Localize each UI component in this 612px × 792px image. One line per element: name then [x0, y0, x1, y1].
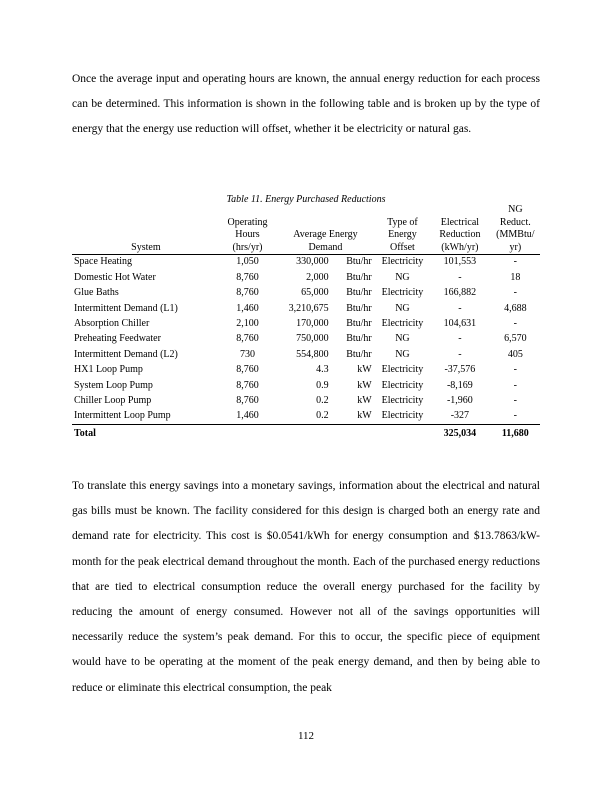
- cell-energy-type: Electricity: [381, 287, 424, 299]
- table-row: [72, 347, 540, 362]
- cell-unit: Btu/hr: [346, 318, 372, 329]
- cell-hours: 8,760: [236, 333, 259, 345]
- cell-unit: Btu/hr: [346, 333, 372, 345]
- total-blank: [376, 425, 429, 444]
- intro-paragraph: Once the average input and operating hours are known, the annual energy reduction for each process can be determined. This information is shown in the following table and is broken up by the type of energy that the energy use reduction will offset, whether it be electricity or natural gas.: [72, 73, 540, 136]
- cell-system: Intermittent Demand (L1): [74, 302, 178, 314]
- table-row: [72, 255, 540, 271]
- cell-demand: 0.9: [316, 379, 329, 391]
- cell-hours: 1,460: [220, 409, 275, 425]
- header-ng-reduction: NG Reduct. (MMBtu/ yr): [496, 204, 535, 253]
- cell-demand: 554,800: [296, 348, 329, 360]
- total-blank: [333, 425, 376, 444]
- table-row: [72, 394, 540, 409]
- cell-demand: 750,000: [296, 333, 329, 345]
- cell-ng-reduction: -: [513, 394, 518, 406]
- cell-electrical-reduction: -8,169: [446, 379, 473, 391]
- cell-electrical-reduction: -1,960: [446, 394, 473, 406]
- cell-electrical-reduction: -: [458, 271, 462, 283]
- cell-system: Glue Baths: [74, 287, 119, 299]
- cell-system: Chiller Loop Pump: [74, 394, 152, 406]
- cell-ng-reduction: 4,688: [504, 302, 527, 314]
- cell-unit: Btu/hr: [346, 302, 372, 314]
- cell-hours: 8,760: [236, 287, 259, 299]
- cell-ng-reduction: -: [513, 379, 518, 391]
- cell-unit: Btu/hr: [346, 256, 372, 268]
- cell-system: System Loop Pump: [74, 379, 153, 391]
- cell-ng-reduction: -: [513, 318, 518, 329]
- table-caption: Table 11. Energy Purchased Reductions: [226, 194, 386, 205]
- header-energy-offset: Type of Energy Offset: [387, 216, 418, 253]
- cell-system: HX1 Loop Pump: [74, 364, 143, 376]
- total-label: Total: [74, 428, 96, 440]
- cell-unit: Btu/hr: [346, 271, 372, 283]
- cell-demand: 2,000: [306, 271, 329, 283]
- cell-energy-type: NG: [395, 333, 410, 345]
- table-row: [72, 409, 540, 425]
- cell-energy-type: Electricity: [381, 256, 424, 268]
- cell-energy-type: Electricity: [376, 409, 429, 425]
- header-electrical-reduction: Electrical Reduction (kWh/yr): [439, 216, 481, 253]
- cell-hours: 8,760: [236, 379, 259, 391]
- cell-electrical-reduction: -: [458, 333, 462, 345]
- cell-unit: kW: [357, 394, 372, 406]
- cell-hours: 8,760: [236, 364, 259, 376]
- cell-electrical-reduction: -: [458, 348, 462, 360]
- cell-ng-reduction: -: [491, 409, 540, 425]
- cell-demand: 170,000: [296, 318, 329, 329]
- cell-energy-type: Electricity: [381, 364, 424, 376]
- table-row: [72, 363, 540, 378]
- cell-system: Intermittent Demand (L2): [74, 348, 178, 360]
- cell-hours: 8,760: [236, 394, 259, 406]
- cell-energy-type: NG: [395, 302, 410, 314]
- cell-system: Domestic Hot Water: [74, 271, 156, 283]
- cell-ng-reduction: -: [513, 256, 518, 268]
- cell-system: Preheating Feedwater: [74, 333, 161, 345]
- cell-ng-reduction: 6,570: [504, 333, 527, 345]
- cell-energy-type: Electricity: [381, 379, 424, 391]
- cell-unit: kW: [357, 379, 372, 391]
- table-row: [72, 317, 540, 332]
- cell-hours: 1,460: [236, 302, 259, 314]
- cell-demand: 330,000: [296, 256, 329, 268]
- cell-system: Space Heating: [74, 256, 133, 268]
- cell-electrical-reduction: -: [458, 302, 462, 314]
- cell-ng-reduction: 405: [507, 348, 523, 360]
- cell-system: Intermittent Loop Pump: [72, 409, 220, 425]
- table-row: [72, 332, 540, 347]
- total-blank: [275, 425, 332, 444]
- table-row: [72, 286, 540, 301]
- cell-ng-reduction: -: [513, 287, 518, 299]
- cell-unit: Btu/hr: [346, 287, 372, 299]
- cell-hours: 1,050: [236, 256, 259, 268]
- table-row: [72, 270, 540, 285]
- table-total-row: [72, 425, 540, 444]
- energy-reductions-table: [72, 204, 540, 443]
- cell-demand: 0.2: [275, 409, 332, 425]
- table-row: [72, 301, 540, 316]
- cell-unit: kW: [357, 364, 372, 376]
- total-ng-reduction: 11,680: [501, 428, 529, 440]
- cell-system: Absorption Chiller: [74, 318, 150, 329]
- header-average-demand: Average Energy Demand: [293, 229, 358, 253]
- cell-unit: Btu/hr: [346, 348, 372, 360]
- cell-electrical-reduction: 104,631: [443, 318, 477, 329]
- cell-demand: 4.3: [316, 364, 329, 376]
- cell-unit: kW: [333, 409, 376, 425]
- cell-energy-type: NG: [395, 348, 410, 360]
- cell-hours: 730: [239, 348, 255, 360]
- total-electrical-reduction: 325,034: [443, 428, 477, 440]
- table-header-row: [72, 204, 540, 255]
- cell-hours: 8,760: [236, 271, 259, 283]
- header-operating-hours: Operating Hours (hrs/yr): [227, 216, 268, 253]
- cell-electrical-reduction: 101,553: [443, 256, 477, 268]
- body-paragraph: To translate this energy savings into a monetary savings, information about the electrical and natural gas bills must be known. The facility considered for this design is charged both an energy rate and demand rate for electricity. This cost is $0.0541/kWh for energy consumption and $13.7863/kW-month for the peak electrical demand throughout the month. Each of the purchased energy reductions that are tied to electrical consumption reduce the overall energy purchased for the facility by reducing the amount of energy consumed. However not all of the savings opportunities will necessarily reduce the system’s peak demand. For this to occur, the specific piece of equipment would have to be operating at the moment of the peak energy demand, and then by being able to reduce or eliminate this electrical consumption, the peak: [72, 480, 540, 694]
- table-row: [72, 378, 540, 393]
- cell-electrical-reduction: -327: [429, 409, 491, 425]
- cell-electrical-reduction: -37,576: [444, 364, 476, 376]
- cell-hours: 2,100: [236, 318, 259, 329]
- cell-energy-type: NG: [395, 271, 410, 283]
- cell-energy-type: Electricity: [381, 318, 424, 329]
- cell-ng-reduction: 18: [510, 271, 521, 283]
- page-number: 112: [297, 730, 315, 742]
- table-body: [72, 255, 540, 444]
- cell-demand: 3,210,675: [288, 302, 329, 314]
- cell-ng-reduction: -: [513, 364, 518, 376]
- total-blank: [220, 425, 275, 444]
- cell-demand: 0.2: [316, 394, 329, 406]
- cell-electrical-reduction: 166,882: [443, 287, 477, 299]
- header-system: System: [131, 241, 161, 253]
- cell-demand: 65,000: [301, 287, 329, 299]
- cell-energy-type: Electricity: [381, 394, 424, 406]
